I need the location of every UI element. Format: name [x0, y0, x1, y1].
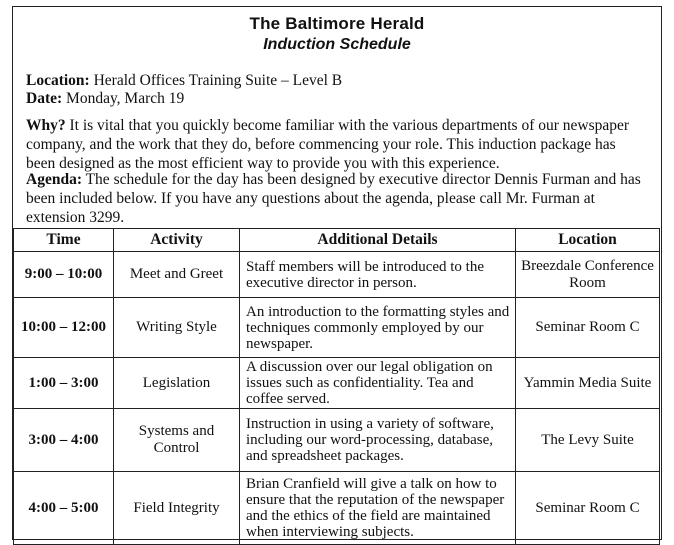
activity-cell: Legislation [114, 358, 240, 409]
time-cell: 3:00 – 4:00 [14, 409, 114, 472]
table-row [14, 472, 660, 545]
time-cell: 4:00 – 5:00 [14, 472, 114, 545]
activity-cell: Meet and Greet [114, 252, 240, 298]
why-paragraph [26, 116, 646, 173]
details-cell: Staff members will be introduced to the executive director in person. [240, 252, 516, 298]
table-row [14, 409, 660, 472]
agenda-label: Agenda: [26, 171, 82, 188]
time-cell: 1:00 – 3:00 [14, 358, 114, 409]
location-value: Herald Offices Training Suite – Level B [93, 72, 343, 89]
details-cell: Instruction in using a variety of software, including our word-processing, database, and spreadsheet packages. [240, 409, 516, 472]
activity-cell: Writing Style [114, 298, 240, 358]
activity-cell: Field Integrity [114, 472, 240, 545]
agenda-paragraph [26, 170, 646, 227]
location-cell: Seminar Room C [516, 298, 660, 358]
table-row [14, 298, 660, 358]
header-activity: Activity [114, 229, 240, 252]
location-cell: The Levy Suite [516, 409, 660, 472]
table-row [14, 252, 660, 298]
why-text: It is vital that you quickly become familiar with the various departments of our newspaper company, and the work that they do, before commencing your role. This induction package has been designed as the most efficient way to provide you with this experience. [26, 117, 630, 172]
document-subtitle: Induction Schedule [263, 36, 411, 53]
table-header-row [14, 229, 660, 252]
location-line [26, 72, 646, 90]
details-cell: An introduction to the formatting styles and techniques commonly employed by our newspaper. [240, 298, 516, 358]
date-line [26, 90, 646, 108]
time-cell: 10:00 – 12:00 [14, 298, 114, 358]
header-details: Additional Details [240, 229, 516, 252]
agenda-text: The schedule for the day has been designed by executive director Dennis Furman and has been included below. If you have any questions about the agenda, please call Mr. Furman at extension 3299. [26, 171, 641, 226]
time-cell: 9:00 – 10:00 [14, 252, 114, 298]
details-cell: Brian Cranfield will give a talk on how to ensure that the reputation of the newspaper and the ethics of the field are maintained when interviewing subjects. [240, 472, 516, 545]
date-label: Date: [26, 90, 63, 107]
details-cell: A discussion over our legal obligation on issues such as confidentiality. Tea and coffee served. [240, 358, 516, 409]
document-title: The Baltimore Herald [249, 14, 425, 33]
header-location: Location [516, 229, 660, 252]
date-value: Monday, March 19 [66, 90, 185, 107]
location-cell: Yammin Media Suite [516, 358, 660, 409]
why-label: Why? [26, 117, 66, 134]
schedule-table [13, 228, 660, 545]
location-label: Location: [26, 72, 90, 89]
table-row [14, 358, 660, 409]
location-cell: Seminar Room C [516, 472, 660, 545]
activity-cell: Systems and Control [114, 409, 240, 472]
header-time: Time [14, 229, 114, 252]
location-cell: Breezdale Conference Room [516, 252, 660, 298]
